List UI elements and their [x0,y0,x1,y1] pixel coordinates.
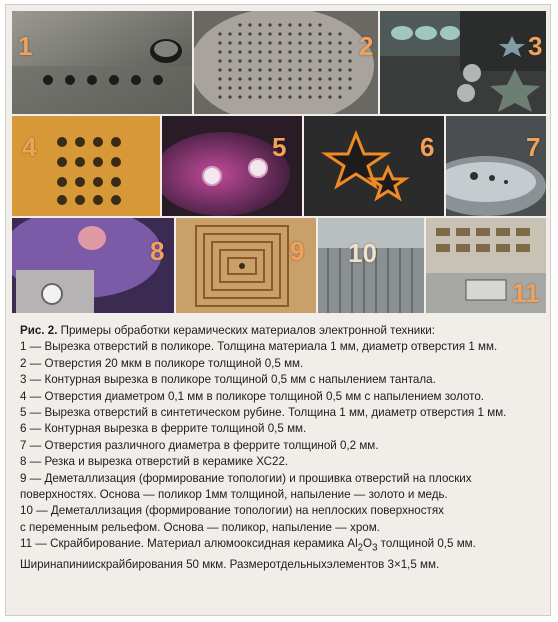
figure-panel [5,4,551,616]
photo-7-number: 7 [526,132,541,162]
caption-title [20,323,544,339]
photo-3-image [380,11,546,114]
photo-tile-1 [12,11,192,114]
photo-4-number: 4 [22,132,37,162]
photo-9-number: 9 [290,236,305,266]
caption-figure-label: Рис. 2. [20,324,58,337]
caption-line-11-sub1: 2 [357,542,364,554]
photo-tile-2 [194,11,378,114]
photo-6-number: 6 [420,132,435,162]
caption-line-12: Ширинапинииcкрайбирования 50 мкм. Размеротдельныхэлементов 3×1,5 мм. [20,558,440,571]
photo-11-number: 11 [512,278,540,308]
caption-line-11-prefix: 11 — Скрайбирование. Материал алюмооксидная керамика Al [20,537,358,551]
photo-tile-6 [304,116,444,216]
caption-line-4: 4 — Отверстия диаметром 0,1 мм в поликоре толщиной 0,5 мм с напылением золото. [20,389,485,403]
caption-line-5: 5 — Вырезка отверстий в синтетическом рубине. Толщина 1 мм, диаметр отверстия 1 мм. [20,406,507,420]
figure-caption [20,323,544,573]
photo-grid [12,11,546,313]
caption-line-9b: поверхностях. Основа — поликор 1мм толщиной, напыление — золото и медь. [20,488,448,502]
photo-6-image [304,116,444,216]
photo-5-image [162,116,302,216]
caption-line-3: 3 — Контурная вырезка в поликоре толщиной 0,5 мм с напылением тантала. [20,373,436,387]
caption-line-6: 6 — Контурная вырезка в феррите толщиной 0,5 мм. [20,422,307,436]
photo-tile-7 [446,116,546,216]
photo-7-image [446,116,546,216]
photo-1-image [12,11,192,114]
photo-8-number: 8 [150,236,165,266]
photo-tile-11 [426,218,546,313]
caption-line-2: 2 — Отверстия 20 мкм в поликоре толщиной 0,5 мм. [20,356,304,370]
caption-line-11 [20,536,544,557]
photo-tile-9 [176,218,316,313]
photo-tile-3 [380,11,546,114]
photo-2-image [194,11,378,114]
caption-line-9a: 9 — Деметаллизация (формирование топологии) и прошивка отверстий на плоских [20,471,472,485]
photo-5-number: 5 [272,132,287,162]
caption-line-8: 8 — Резка и вырезка отверстий в керамике ХС22. [20,455,289,469]
caption-line-11-sub2: 3 [372,542,378,554]
photo-tile-5 [162,116,302,216]
caption-line-7: 7 — Отверстия различного диаметра в феррите толщиной 0,2 мм. [20,438,379,452]
caption-line-10a: 10 — Деметаллизация (формирование топологии) на неплоских поверхностях [20,504,444,518]
photo-tile-8 [12,218,174,313]
photo-10-number: 10 [348,238,377,268]
caption-line-11-suffix: толщиной 0,5 мм. [377,537,476,551]
caption-line-1: 1 — Вырезка отверстий в поликоре. Толщина материала 1 мм, диаметр отверстия 1 мм. [20,340,498,354]
photo-4-image [12,116,160,216]
caption-line-10b: с переменным рельефом. Основа — поликор, напыление — хром. [20,520,380,534]
photo-tile-10 [318,218,424,313]
photo-2-number: 2 [359,31,374,61]
photo-tile-4 [12,116,160,216]
caption-figure-title: Примеры обработки керамических материалов электронной техники: [57,324,435,337]
photo-1-number: 1 [18,31,33,61]
photo-3-number: 3 [528,31,543,61]
caption-line-11-mid: O [363,537,373,551]
